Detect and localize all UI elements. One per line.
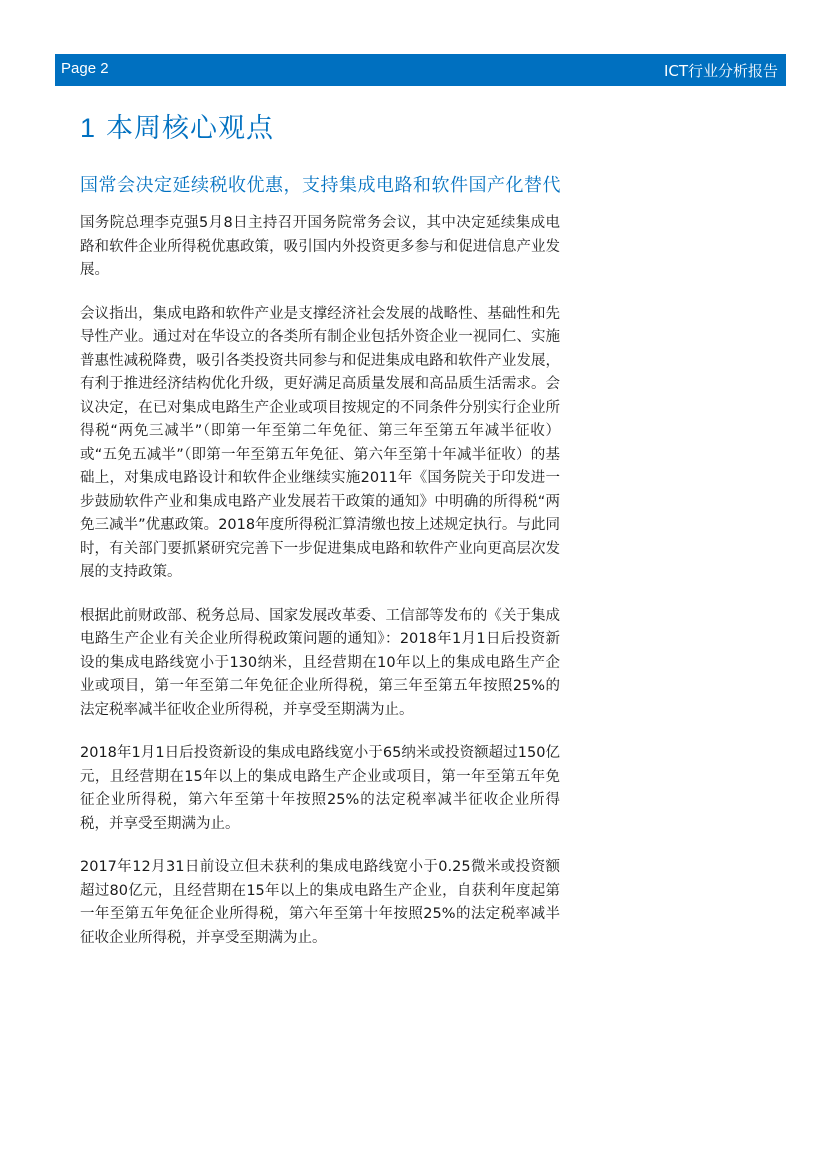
paragraph: 会议指出，集成电路和软件产业是支撑经济社会发展的战略性、基础性和先导性产业。通过对在华设立的各类所有制企业包括外资企业一视同仁、实施普惠性减税降费，吸引各类投资共同参与和促进集成电路和软件产业发展，有利于推进经济结构优化升级，更好满足高质量发展和高品质生活需求。会议决定，在已对集成电路生产企业或项目按规定的不同条件分别实行企业所得税“两免三减半”（即第一年至第二年免征、第三年至第五年减半征收）或“五免五减半”（即第一年至第五年免征、第六年至第十年减半征收）的基础上，对集成电路设计和软件企业继续实施2011年《国务院关于印发进一步鼓励软件产业和集成电路产业发展若干政策的通知》中明确的所得税“两免三减半”优惠政策。2018年度所得税汇算清缴也按上述规定执行。与此同时，有关部门要抓紧研究完善下一步促进集成电路和软件产业向更高层次发展的支持政策。 [80, 305, 560, 580]
article-subtitle: 国常会决定延续税收优惠，支持集成电路和软件国产化替代 [80, 175, 561, 196]
report-title: ICT行业分析报告 [663, 62, 778, 80]
paragraph: 根据此前财政部、税务总局、国家发展改革委、工信部等发布的《关于集成电路生产企业有关企业所得税政策问题的通知》：2018年1月1日后投资新设的集成电路线宽小于130纳米，且经营期在10年以上的集成电路生产企业或项目，第一年至第二年免征企业所得税，第三年至第五年按照25%的法定税率减半征收企业所得税，并享受至期满为止。 [80, 607, 560, 718]
page-header-bar [55, 54, 786, 86]
section-number: 1 [80, 113, 97, 143]
paragraph: 2018年1月1日后投资新设的集成电路线宽小于65纳米或投资额超过150亿元，且经营期在15年以上的集成电路生产企业或项目，第一年至第五年免征企业所得税，第六年至第十年按照25%的法定税率减半征收企业所得税，并享受至期满为止。 [80, 745, 560, 832]
section-title-text: 本周核心观点 [106, 113, 275, 144]
paragraph: 2017年12月31日前设立但未获利的集成电路线宽小于0.25微米或投资额超过80亿元，且经营期在15年以上的集成电路生产企业，自获利年度起第一年至第五年免征企业所得税，第六年至第十年按照25%的法定税率减半征收企业所得税，并享受至期满为止。 [80, 859, 560, 946]
article-body [80, 212, 560, 970]
section-title [80, 106, 274, 145]
paragraph: 国务院总理李克强5月8日主持召开国务院常务会议，其中决定延续集成电路和软件企业所得税优惠政策，吸引国内外投资更多参与和促进信息产业发展。 [80, 215, 560, 278]
page-number: Page 2 [61, 60, 109, 77]
